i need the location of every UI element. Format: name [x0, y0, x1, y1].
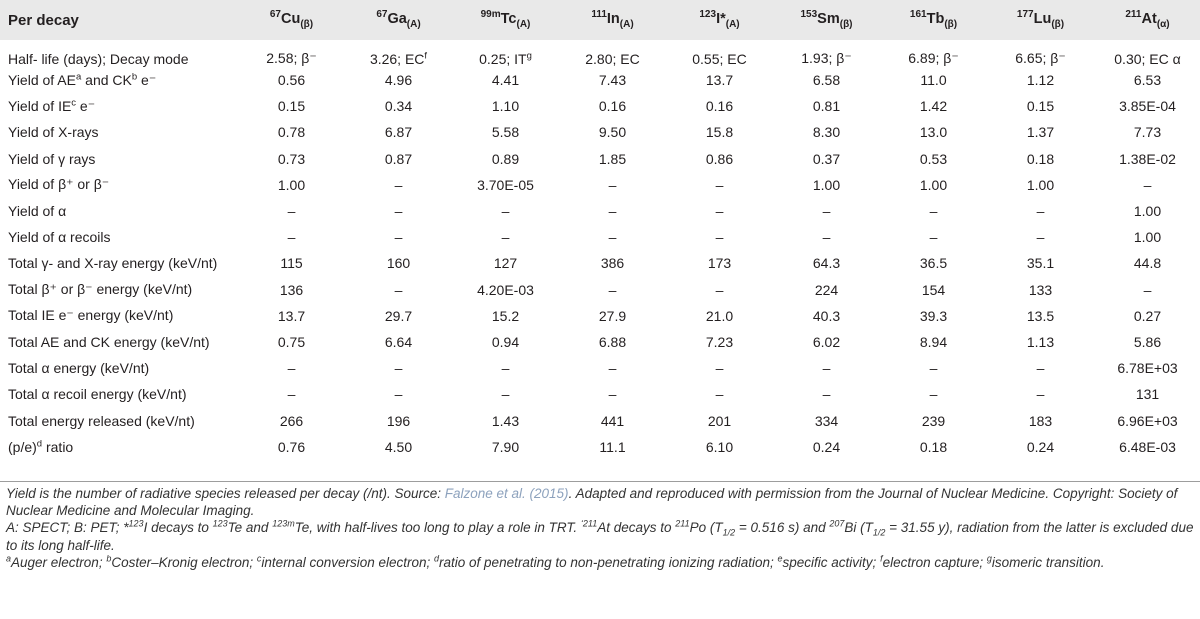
- table-cell: 40.3: [812, 307, 841, 324]
- table-cell: 115: [280, 255, 303, 272]
- table-cell: 131: [1135, 386, 1160, 403]
- table-cell: –: [822, 360, 831, 377]
- table-cell: –: [501, 386, 510, 403]
- table-cell: –: [394, 229, 403, 246]
- table-cell: 154: [921, 281, 946, 298]
- row-label: Total energy released (keV/nt): [8, 412, 195, 429]
- header-isotope: $^{123}I*_{(A)}$: [699, 8, 740, 30]
- row-label: Yield of $IE^c$ e⁻: [8, 97, 96, 114]
- table-cell: 224: [814, 281, 839, 298]
- table-header-row: [0, 0, 1200, 40]
- table-cell: 1.00: [1133, 203, 1162, 220]
- table-cell: –: [715, 360, 724, 377]
- table-cell: –: [287, 203, 296, 220]
- header-isotope: $^{67}Ga_{(A)}$: [376, 8, 421, 30]
- table-cell: –: [501, 203, 510, 220]
- table-cell: 13.5: [1026, 307, 1055, 324]
- table-cell: 0.89: [491, 150, 520, 167]
- table-cell: 7.23: [705, 333, 734, 350]
- table-cell: 0.15: [277, 98, 306, 115]
- table-cell: 64.3: [812, 255, 841, 272]
- row-label: Total γ- and X-ray energy (keV/nt): [8, 255, 218, 272]
- table-cell: 0.53: [919, 150, 948, 167]
- table-cell: 334: [814, 412, 839, 429]
- table-cell: 0.16: [598, 98, 627, 115]
- row-label: Yield of X-rays: [8, 124, 99, 141]
- table-cell: –: [715, 176, 724, 193]
- table-cell: 44.8: [1133, 255, 1162, 272]
- row-label: Total AE and CK energy (keV/nt): [8, 333, 210, 350]
- table-row: [0, 198, 1200, 224]
- row-label: Total β⁺ or β⁻ energy (keV/nt): [8, 281, 193, 298]
- header-isotope: $^{153}Sm_{(\beta)}$: [800, 8, 853, 30]
- table-cell: 0.76: [277, 438, 306, 455]
- table-cell: 35.1: [1026, 255, 1055, 272]
- table-cell: 2.58; β⁻: [266, 50, 317, 66]
- table-cell: –: [287, 360, 296, 377]
- table-cell: 3.26; $EC^f$: [369, 49, 428, 67]
- table-cell: 27.9: [598, 307, 627, 324]
- table-cell: –: [1036, 360, 1045, 377]
- table-cell: –: [715, 386, 724, 403]
- table-cell: 0.94: [491, 333, 520, 350]
- row-label: Total α energy (keV/nt): [8, 360, 150, 377]
- table-cell: 3.85E-04: [1119, 98, 1176, 115]
- table-row: [0, 119, 1200, 145]
- table-cell: 0.55; EC: [692, 50, 747, 67]
- table-cell: 1.10: [491, 98, 520, 115]
- row-label: Yield of α recoils: [8, 229, 111, 246]
- table-cell: 1.00: [1133, 229, 1162, 246]
- row-label: Yield of α: [8, 203, 67, 220]
- table-cell: 6.58: [812, 72, 841, 89]
- table-cell: 4.20E-03: [477, 281, 534, 298]
- source-note: Yield is the number of radiative species released per decay (/nt). Source: Falzone et al. (2015). Adapted and reproduced with permission from the Journal of Nuclear Medicine. Copyright: Society of Nuclear Medicine and Molecular Imaging.: [6, 486, 1178, 519]
- table-cell: 6.89; β⁻: [908, 50, 959, 66]
- table-cell: –: [822, 386, 831, 403]
- table-cell: 0.18: [1026, 150, 1055, 167]
- table-cell: –: [1036, 229, 1045, 246]
- table-cell: 0.75: [277, 333, 306, 350]
- row-label: Total IE e⁻ energy (keV/nt): [8, 307, 174, 324]
- table-cell: –: [929, 229, 938, 246]
- table-cell: –: [929, 203, 938, 220]
- table-cell: 1.12: [1026, 72, 1055, 89]
- table-cell: 13.0: [919, 124, 948, 141]
- table-cell: 239: [921, 412, 946, 429]
- table-cell: 0.24: [812, 438, 841, 455]
- table-cell: 183: [1028, 412, 1053, 429]
- table-cell: 1.42: [919, 98, 948, 115]
- table-cell: 13.7: [277, 307, 306, 324]
- table-cell: 173: [707, 255, 732, 272]
- table-cell: 6.02: [812, 333, 841, 350]
- table-cell: –: [394, 176, 403, 193]
- table-row: [0, 146, 1200, 172]
- table-cell: 13.7: [705, 72, 734, 89]
- table-cell: –: [715, 203, 724, 220]
- table-cell: 0.78: [277, 124, 306, 141]
- table-cell: 2.80; EC: [585, 50, 640, 67]
- table-cell: 6.65; β⁻: [1015, 50, 1066, 66]
- table-cell: 9.50: [598, 124, 627, 141]
- table-cell: 39.3: [919, 307, 948, 324]
- table-cell: –: [394, 281, 403, 298]
- table-cell: 0.56: [277, 72, 306, 89]
- table-cell: 11.1: [599, 438, 626, 455]
- table-cell: 0.16: [705, 98, 734, 115]
- table-row: [0, 277, 1200, 303]
- table-cell: 6.87: [384, 124, 413, 141]
- table-cell: 6.64: [384, 333, 413, 350]
- table-row: [0, 224, 1200, 250]
- table-cell: 0.15: [1026, 98, 1055, 115]
- table-row: [0, 407, 1200, 433]
- table-cell: 136: [279, 281, 304, 298]
- table-cell: –: [822, 229, 831, 246]
- table-row: [0, 434, 1200, 460]
- table-row: [0, 250, 1200, 276]
- table-row: [0, 67, 1200, 93]
- table-cell: 0.86: [705, 150, 734, 167]
- table-cell: –: [608, 203, 617, 220]
- table-cell: 1.13: [1026, 333, 1055, 350]
- table-cell: 6.88: [598, 333, 627, 350]
- header-isotope: $^{211}At_{(\alpha)}$: [1125, 8, 1170, 30]
- table-cell: 6.48E-03: [1119, 438, 1176, 455]
- table-cell: 0.25; $IT^g$: [479, 49, 532, 67]
- table-cell: 4.41: [491, 72, 520, 89]
- table-cell: 1.43: [491, 412, 520, 429]
- table-cell: 4.96: [384, 72, 413, 89]
- table-cell: –: [394, 386, 403, 403]
- table-cell: 8.30: [812, 124, 841, 141]
- table-cell: –: [1143, 176, 1152, 193]
- table-cell: 1.93; β⁻: [801, 50, 852, 66]
- table-cell: 160: [386, 255, 411, 272]
- table-cell: 1.85: [598, 150, 627, 167]
- table-cell: 0.73: [277, 150, 306, 167]
- table-cell: –: [608, 281, 617, 298]
- table-cell: 6.10: [705, 438, 734, 455]
- row-label: Total α recoil energy (keV/nt): [8, 386, 187, 403]
- table-cell: 7.43: [598, 72, 627, 89]
- table-row: [0, 172, 1200, 198]
- table-cell: –: [929, 386, 938, 403]
- table-cell: 7.90: [491, 438, 520, 455]
- table-cell: –: [608, 229, 617, 246]
- table-cell: 29.7: [384, 307, 413, 324]
- table-cell: 127: [493, 255, 518, 272]
- table-cell: 6.96E+03: [1117, 412, 1178, 429]
- table-row: [0, 303, 1200, 329]
- table-cell: 3.70E-05: [477, 176, 534, 193]
- abbreviation-note: $^a$Auger electron; $^b$Coster–Kronig electron; $^c$internal conversion electron; $^d$ratio of penetrating to non-penetrating ionizing radiation; $^e$specific activity; $^f$electron capture; $^g$isomeric transition.: [6, 553, 1105, 570]
- table-bottom-rule: [0, 481, 1200, 482]
- table-cell: 0.37: [812, 150, 841, 167]
- table-cell: 0.30; EC α: [1114, 50, 1181, 67]
- table-cell: 133: [1028, 281, 1053, 298]
- table-cell: –: [287, 229, 296, 246]
- table-cell: –: [501, 229, 510, 246]
- table-cell: –: [287, 386, 296, 403]
- header-isotope: $^{161}Tb_{(\beta)}$: [909, 8, 958, 30]
- table-cell: 0.24: [1026, 438, 1055, 455]
- table-cell: –: [501, 360, 510, 377]
- table-cell: –: [715, 229, 724, 246]
- table-cell: 5.86: [1133, 333, 1162, 350]
- row-label: Half- life (days); Decay mode: [8, 50, 189, 67]
- table-cell: 6.78E+03: [1117, 360, 1178, 377]
- table-cell: 266: [279, 412, 304, 429]
- table-cell: 5.58: [491, 124, 520, 141]
- table-cell: 196: [386, 412, 411, 429]
- table-row: [0, 40, 1200, 67]
- row-label: $(p/e)^d$ ratio: [8, 438, 74, 455]
- table-cell: –: [822, 203, 831, 220]
- table-cell: 0.27: [1133, 307, 1162, 324]
- table-footnotes: [6, 485, 1196, 571]
- table-cell: 8.94: [919, 333, 948, 350]
- table-cell: 0.18: [919, 438, 948, 455]
- header-isotope: $^{99m}Tc_{(A)}$: [480, 8, 531, 30]
- table-cell: 1.00: [277, 176, 306, 193]
- table-cell: –: [394, 203, 403, 220]
- row-label: Yield of γ rays: [8, 150, 96, 167]
- table-cell: –: [608, 360, 617, 377]
- table-cell: 441: [600, 412, 625, 429]
- table-cell: 201: [707, 412, 732, 429]
- table-cell: 0.87: [384, 150, 413, 167]
- row-label: Yield of $AE^a$ and $CK^b$ e⁻: [8, 70, 157, 88]
- header-isotope: $^{177}Lu_{(\beta)}$: [1016, 8, 1065, 30]
- table-cell: 11.0: [920, 72, 947, 89]
- table-cell: –: [1036, 386, 1045, 403]
- table-cell: 1.37: [1026, 124, 1055, 141]
- table-cell: 15.2: [491, 307, 520, 324]
- table-row: [0, 355, 1200, 381]
- table-cell: 36.5: [919, 255, 948, 272]
- table-cell: 1.38E-02: [1119, 150, 1176, 167]
- table-row: [0, 93, 1200, 119]
- reference-link[interactable]: Falzone et al. (2015): [444, 486, 569, 501]
- legend-note: A: SPECT; B: PET; *$^{123}$I decays to $^{123}$Te and $^{123m}$Te, with half-lives too long to play a role in TRT. $^{‘211}$At decays to $^{211}$Po ($T_{1/2} = 0.516$ s) and $^{207}$Bi ($T_{1/2} = 31.55$ y), radiation from the latter is excluded due to its long half-life.: [6, 518, 1194, 553]
- table-cell: 1.00: [919, 176, 948, 193]
- table-cell: 0.81: [812, 98, 841, 115]
- header-isotope: $^{111}In_{(A)}$: [591, 8, 634, 30]
- table-cell: 6.53: [1133, 72, 1162, 89]
- table-cell: –: [715, 281, 724, 298]
- table-row: [0, 329, 1200, 355]
- table-cell: 15.8: [705, 124, 734, 141]
- table-cell: 21.0: [705, 307, 734, 324]
- table-cell: 4.50: [384, 438, 413, 455]
- header-per-decay: Per decay: [8, 11, 79, 29]
- table-cell: –: [394, 360, 403, 377]
- table-cell: 1.00: [812, 176, 841, 193]
- table-cell: 7.73: [1133, 124, 1162, 141]
- table-cell: –: [608, 386, 617, 403]
- table-cell: –: [929, 360, 938, 377]
- table-cell: –: [608, 176, 617, 193]
- table-cell: 0.34: [384, 98, 413, 115]
- table-cell: 1.00: [1026, 176, 1055, 193]
- row-label: Yield of β⁺ or β⁻: [8, 176, 110, 193]
- header-isotope: $^{67}Cu_{(\beta)}$: [269, 8, 314, 30]
- table-cell: 386: [600, 255, 625, 272]
- table-cell: –: [1036, 203, 1045, 220]
- table-row: [0, 381, 1200, 407]
- table-cell: –: [1143, 281, 1152, 298]
